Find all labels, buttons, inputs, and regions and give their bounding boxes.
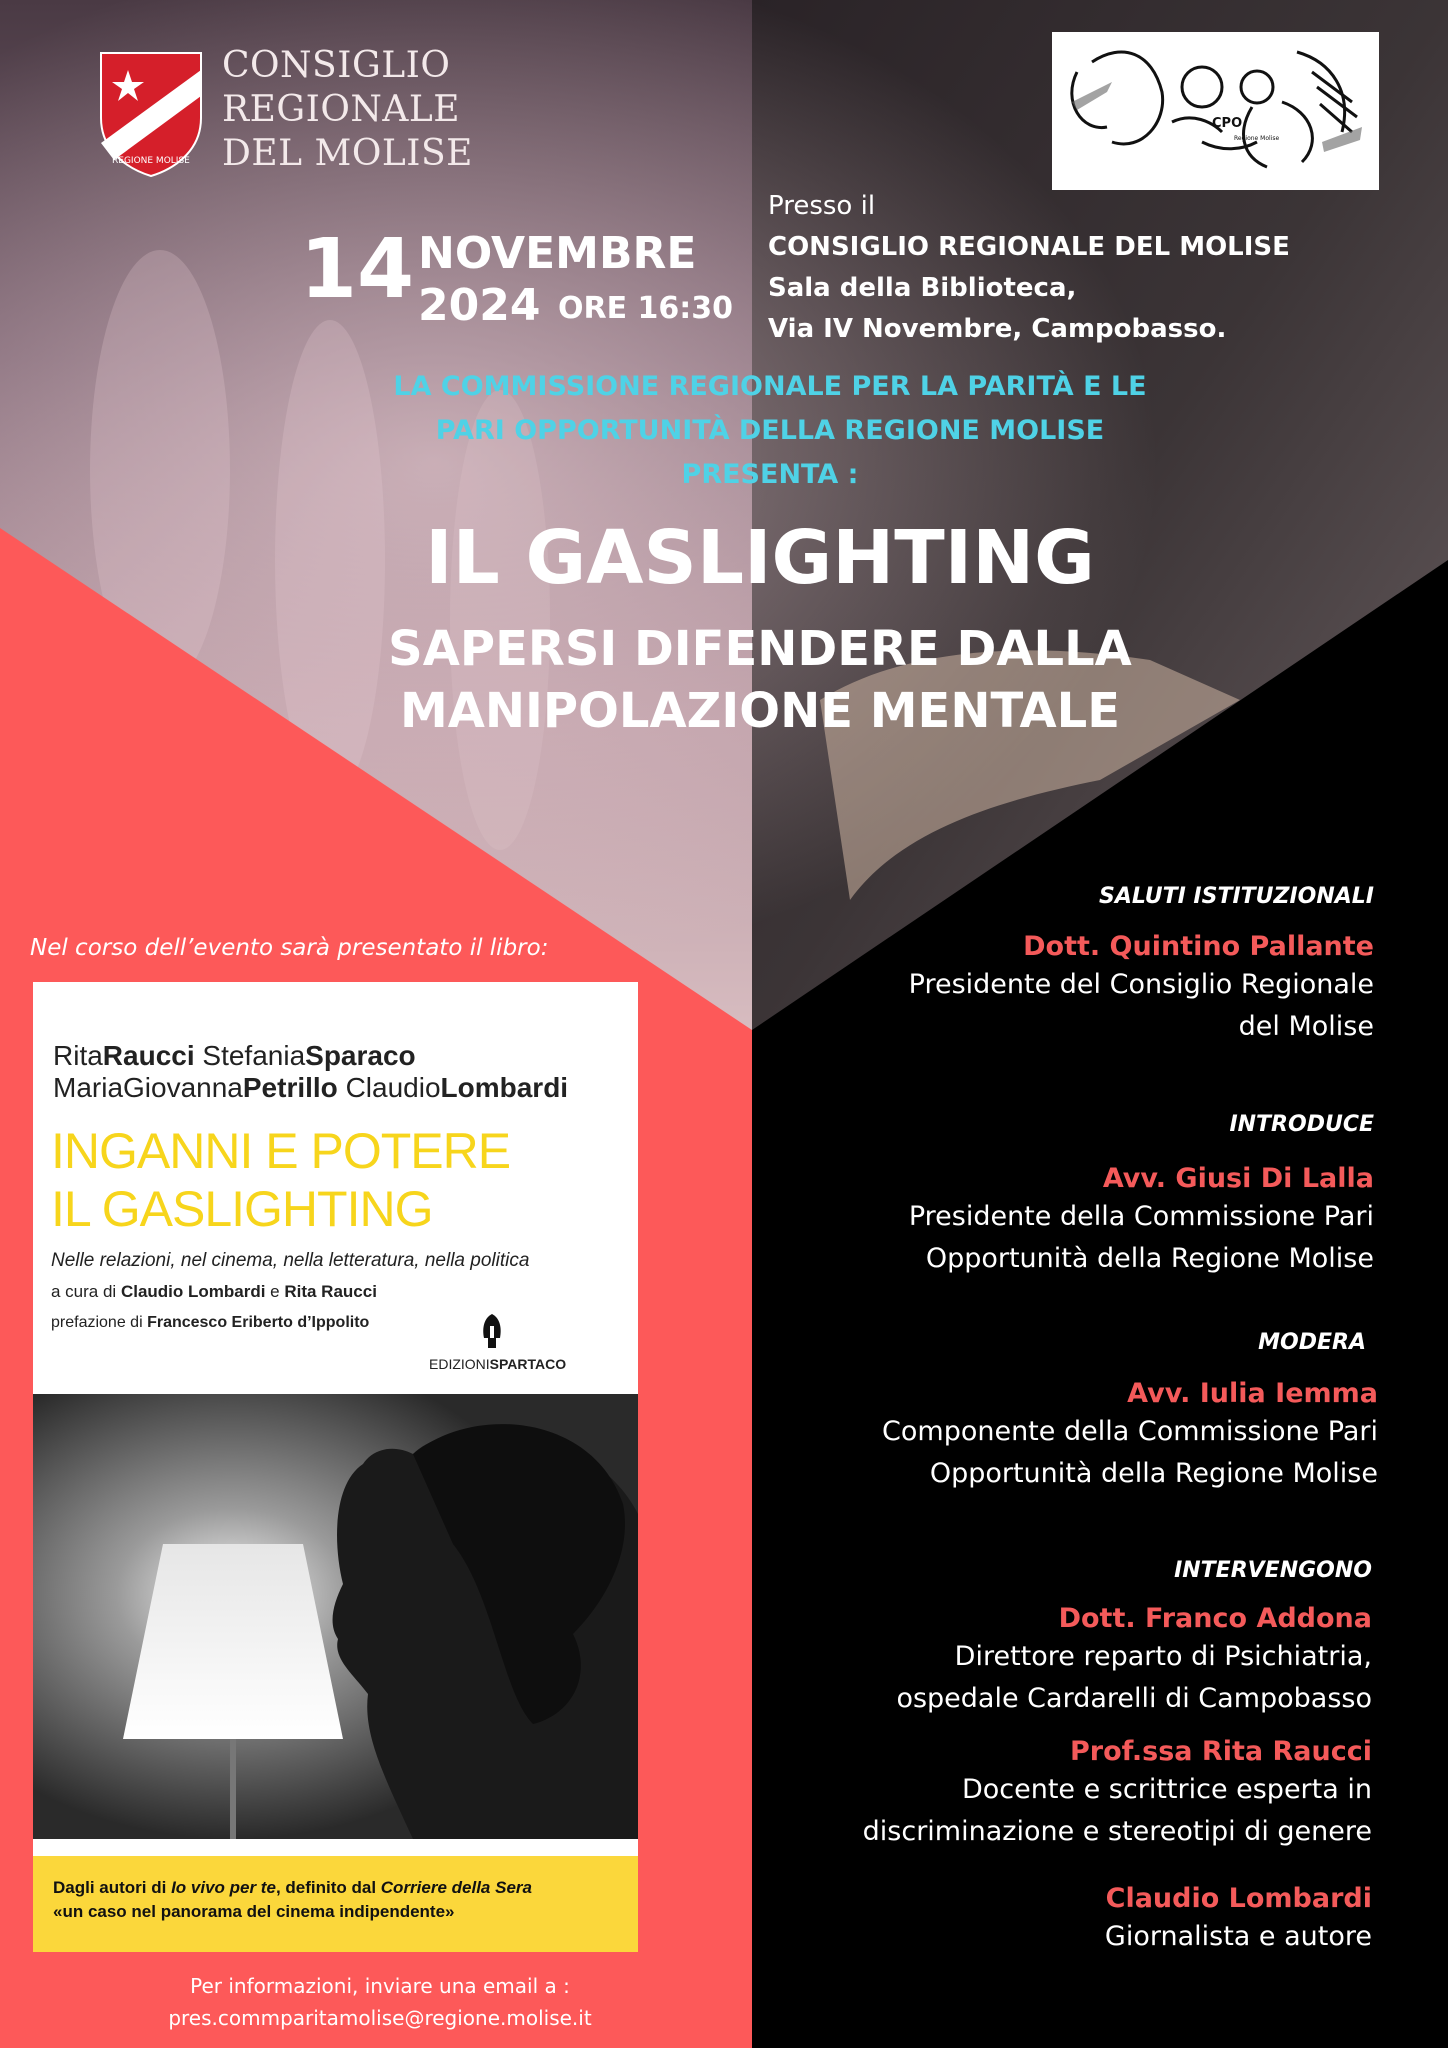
- author-last: Lombardi: [440, 1072, 569, 1103]
- speaker-desc: Direttore reparto di Psichiatria,: [954, 1641, 1372, 1672]
- organizer: [300, 365, 1240, 497]
- event-subtitle: [200, 618, 1320, 742]
- spartaco-helmet-icon: [478, 1312, 506, 1352]
- contact-email[interactable]: pres.commparitamolise@regione.molise.it: [168, 2006, 592, 2030]
- book-title: [51, 1122, 510, 1238]
- book-curators: [51, 1282, 377, 1302]
- book-photo-woman-lamp: [33, 1394, 638, 1839]
- cpo-figures-icon: [1052, 32, 1379, 190]
- author-first: Rita: [53, 1040, 103, 1071]
- book-cover: [33, 982, 638, 1952]
- program-role: INTRODUCE: [1229, 1112, 1374, 1137]
- cpo-logo: [1052, 32, 1379, 190]
- program-role: MODERA: [1258, 1330, 1366, 1355]
- author-first: MariaGiovanna: [53, 1072, 243, 1103]
- organizer-line: LA COMMISSIONE REGIONALE PER LA PARITÀ E LE: [393, 371, 1147, 402]
- speaker-desc: ospedale Cardarelli di Campobasso: [896, 1683, 1372, 1714]
- venue-line: Presso il: [768, 191, 876, 221]
- speaker-desc: Opportunità della Regione Molise: [925, 1243, 1374, 1274]
- author-first: Claudio: [337, 1072, 441, 1103]
- band-text: , definito dal: [275, 1878, 381, 1897]
- curators-and: e: [265, 1282, 285, 1301]
- speaker-desc: Opportunità della Regione Molise: [929, 1458, 1378, 1489]
- event-time: ORE 16:30: [558, 291, 734, 326]
- band-text: Dagli autori di: [53, 1878, 172, 1897]
- book-title-line: INGANNI E POTERE: [51, 1123, 511, 1179]
- logo-line: DEL MOLISE: [222, 133, 473, 174]
- speaker-name: Dott. Franco Addona: [1058, 1603, 1372, 1634]
- program-section-saluti: [754, 884, 1374, 1048]
- book-preface: [51, 1314, 369, 1332]
- event-day: 14: [300, 222, 415, 317]
- band-newspaper: Corriere della Sera: [380, 1878, 532, 1897]
- event-title: IL GASLIGHTING: [425, 515, 1095, 601]
- preface-author: Francesco Eriberto d’Ippolito: [147, 1314, 370, 1331]
- book-intro: Nel corso dell’evento sarà presentato il libro:: [30, 935, 549, 961]
- preface-prefix: prefazione di: [51, 1314, 148, 1331]
- author-first: Stefania: [194, 1040, 306, 1071]
- speaker-desc: Presidente del Consiglio Regionale: [908, 969, 1374, 1000]
- venue-line: CONSIGLIO REGIONALE DEL MOLISE: [768, 232, 1290, 262]
- cpo-logo-sub: Regione Molise: [1234, 135, 1280, 142]
- program-section-introduce: [754, 1112, 1374, 1280]
- author-last: Sparaco: [305, 1040, 416, 1071]
- book-band-text: [53, 1876, 532, 1924]
- band-film-title: Io vivo per te: [171, 1878, 276, 1897]
- organizer-line: PRESENTA :: [681, 459, 859, 490]
- book-publisher: [429, 1356, 566, 1372]
- event-year: 2024: [418, 280, 541, 331]
- cpo-logo-text: CPO: [1212, 116, 1243, 131]
- subtitle-line: SAPERSI DIFENDERE DALLA: [388, 621, 1132, 677]
- speaker-desc: Componente della Commissione Pari: [882, 1416, 1378, 1447]
- speaker-desc: Presidente della Commissione Pari: [908, 1201, 1374, 1232]
- organizer-line: PARI OPPORTUNITÀ DELLA REGIONE MOLISE: [435, 415, 1105, 446]
- speaker-desc: del Molise: [1238, 1011, 1374, 1042]
- contact-label: Per informazioni, inviare una email a :: [190, 1974, 570, 1998]
- program-role: SALUTI ISTITUZIONALI: [1099, 884, 1374, 909]
- curator-name: Rita Raucci: [284, 1282, 377, 1301]
- book-subtitle: Nelle relazioni, nel cinema, nella letteratura, nella politica: [51, 1250, 530, 1271]
- logo-line: REGIONALE: [222, 89, 461, 130]
- speaker-name: Avv. Iulia Iemma: [1127, 1378, 1378, 1409]
- curator-name: Claudio Lombardi: [120, 1282, 266, 1301]
- author-last: Petrillo: [242, 1072, 338, 1103]
- speaker-desc: discriminazione e stereotipi di genere: [862, 1816, 1372, 1847]
- logo-line: CONSIGLIO: [222, 45, 451, 86]
- speaker-name: Claudio Lombardi: [1105, 1883, 1372, 1914]
- speaker-name: Dott. Quintino Pallante: [1023, 931, 1374, 962]
- author-last: Raucci: [102, 1040, 195, 1071]
- crest-caption: REGIONE MOLISE: [112, 156, 190, 166]
- event-venue: [768, 186, 1290, 350]
- council-logo-text: [222, 44, 473, 176]
- venue-line: Via IV Novembre, Campobasso.: [768, 314, 1227, 344]
- speaker-desc: Docente e scrittrice esperta in: [961, 1774, 1372, 1805]
- speaker-name: Prof.ssa Rita Raucci: [1069, 1736, 1372, 1767]
- program-section-modera-speaker: [758, 1378, 1378, 1495]
- book-authors: [53, 1040, 568, 1104]
- book-title-line: IL GASLIGHTING: [51, 1181, 433, 1237]
- event-month: NOVEMBRE: [418, 228, 697, 279]
- program-section-modera: [746, 1330, 1366, 1355]
- publisher-b: SPARTACO: [489, 1356, 567, 1372]
- speaker-desc: Giornalista e autore: [1104, 1921, 1372, 1952]
- speaker-name: Avv. Giusi Di Lalla: [1102, 1163, 1374, 1194]
- subtitle-line: MANIPOLAZIONE MENTALE: [399, 683, 1121, 739]
- contact-info: [120, 1970, 640, 2034]
- venue-line: Sala della Biblioteca,: [768, 273, 1077, 303]
- program-section-intervengono: [752, 1558, 1372, 1958]
- program-role: INTERVENGONO: [1174, 1558, 1372, 1583]
- curators-prefix: a cura di: [51, 1282, 121, 1301]
- publisher-a: EDIZIONI: [429, 1356, 490, 1372]
- band-quote: «un caso nel panorama del cinema indipendente»: [53, 1902, 455, 1921]
